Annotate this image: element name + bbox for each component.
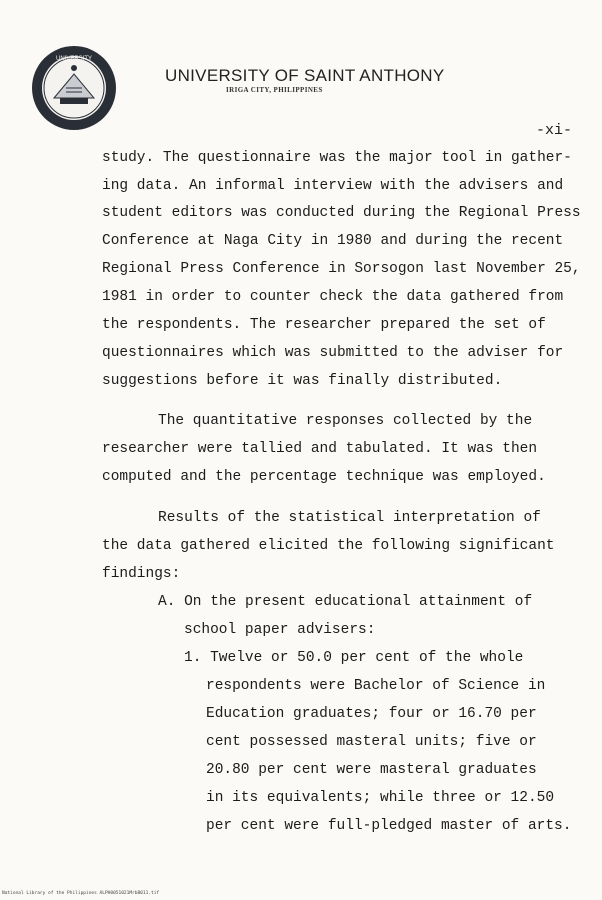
- text-line: ing data. An informal interview with the advisers and: [102, 178, 564, 194]
- university-seal: [30, 44, 118, 132]
- text-line: findings:: [102, 566, 181, 582]
- university-name: UNIVERSITY OF SAINT ANTHONY: [165, 66, 445, 85]
- text-line: study. The questionnaire was the major tool in gather-: [102, 150, 572, 166]
- text-line: school paper advisers:: [184, 622, 376, 638]
- text-line: computed and the percentage technique was employed.: [102, 469, 546, 485]
- text-line: the data gathered elicited the following significant: [102, 538, 555, 554]
- page-number: -xi-: [536, 122, 573, 139]
- text-line: in its equivalents; while three or 12.50: [206, 790, 555, 806]
- text-line: Regional Press Conference in Sorsogon last November 25,: [102, 261, 581, 277]
- text-line: the respondents. The researcher prepared the set of: [102, 317, 546, 333]
- text-line: student editors was conducted during the Regional Press: [102, 205, 581, 221]
- text-line: Results of the statistical interpretation of: [158, 510, 541, 526]
- text-line: A. On the present educational attainment of: [158, 594, 533, 610]
- text-line: 1. Twelve or 50.0 per cent of the whole: [184, 650, 524, 666]
- text-line: respondents were Bachelor of Science in: [206, 678, 546, 694]
- text-line: suggestions before it was finally distributed.: [102, 373, 503, 389]
- text-line: questionnaires which was submitted to the adviser for: [102, 345, 564, 361]
- text-line: per cent were full-pledged master of arts.: [206, 818, 572, 834]
- text-line: Education graduates; four or 16.70 per: [206, 706, 537, 722]
- svg-text:UNIVERSITY: UNIVERSITY: [55, 56, 93, 62]
- university-location: IRIGA CITY, PHILIPPINES: [226, 86, 323, 94]
- text-line: 20.80 per cent were masteral graduates: [206, 762, 537, 778]
- text-line: 1981 in order to counter check the data gathered from: [102, 289, 564, 305]
- text-line: researcher were tallied and tabulated. It was then: [102, 441, 538, 457]
- text-line: Conference at Naga City in 1980 and during the recent: [102, 233, 564, 249]
- text-line: cent possessed masteral units; five or: [206, 734, 537, 750]
- text-line: The quantitative responses collected by the: [158, 413, 533, 429]
- scan-footer: National Library of the Philippines ALPH0051021MrbB011.tif: [2, 891, 160, 896]
